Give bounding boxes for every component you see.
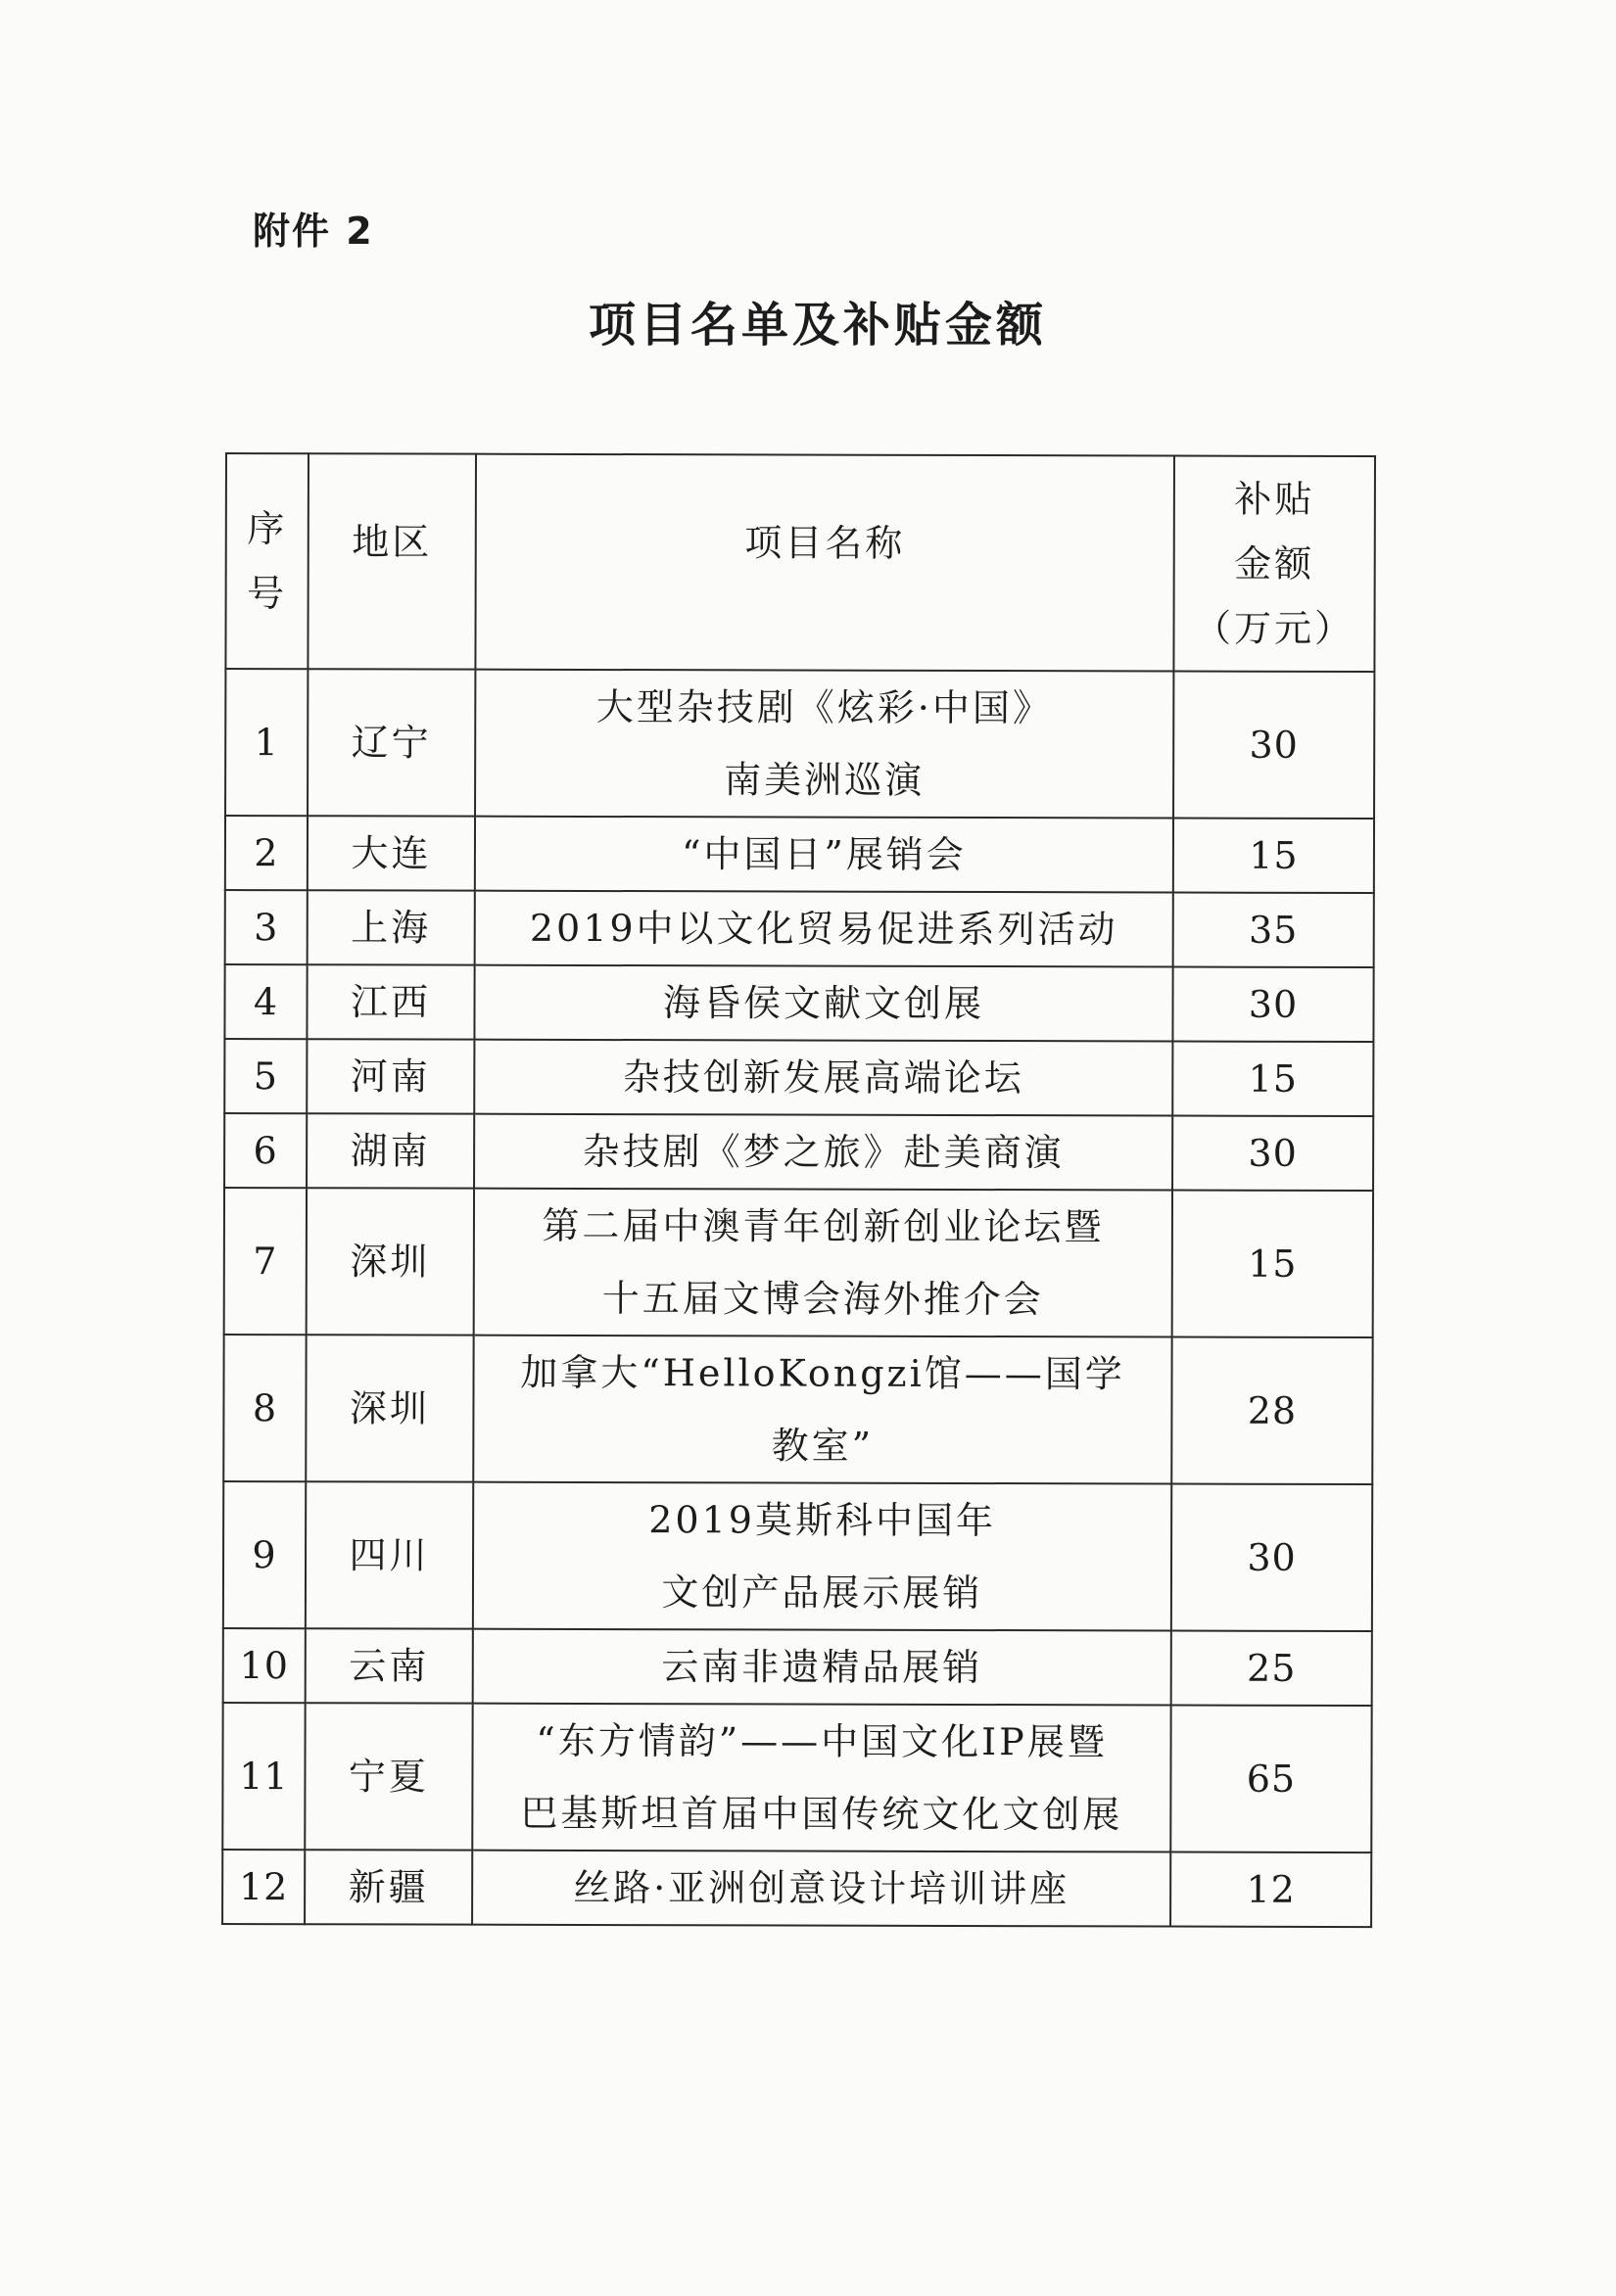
project-name-line: “中国日”展销会 [681,832,967,876]
header-region-label: 地区 [352,520,433,564]
header-no-line: 号 [247,572,288,616]
cell-amount: 12 [1170,1852,1371,1928]
project-name-line: 加拿大“HelloKongzi馆——国学 [520,1350,1125,1396]
header-amount-line: 金额 [1234,541,1315,586]
cell-amount: 15 [1172,1191,1373,1338]
cell-region: 云南 [306,1628,473,1703]
project-name-line: 杂技剧《梦之旅》赴美商演 [582,1129,1065,1175]
attachment-label: 附件 2 [253,210,374,253]
cell-region: 新疆 [305,1850,472,1924]
header-no [225,453,309,669]
project-name-line: “东方情韵”——中国文化IP展暨 [536,1718,1108,1764]
project-name-line: 巴基斯坦首届中国传统文化文创展 [520,1791,1123,1837]
header-amount-line: （万元） [1193,606,1355,651]
table-row [223,1335,1372,1484]
project-name-line: 2019莫斯科中国年 [648,1498,997,1543]
cell-project [472,1851,1170,1927]
cell-region: 辽宁 [308,669,475,816]
cell-project [474,965,1172,1042]
cell-project [474,1189,1172,1337]
cell-region: 上海 [308,890,475,964]
cell-region: 深圳 [306,1335,473,1481]
cell-region: 宁夏 [305,1703,472,1850]
cell-amount: 15 [1173,819,1374,894]
cell-region: 大连 [308,816,475,890]
table-row [223,1481,1372,1631]
cell-project [473,1482,1171,1631]
project-name-line: 第二届中澳青年创新创业论坛暨 [542,1203,1105,1249]
cell-no: 9 [223,1481,306,1628]
cell-no: 7 [224,1188,307,1335]
cell-project [475,817,1173,893]
cell-project [475,670,1173,819]
cell-no: 2 [225,816,308,890]
header-project [475,454,1174,672]
table-row [223,1628,1372,1706]
cell-amount: 28 [1171,1337,1372,1485]
cell-no: 11 [222,1703,305,1850]
cell-amount: 30 [1172,1116,1373,1192]
project-name-line: 云南非遗精品展销 [661,1645,983,1690]
cell-region: 江西 [307,964,474,1039]
cell-amount: 65 [1170,1706,1371,1853]
project-name-line: 2019中以文化贸易促进系列活动 [529,906,1118,952]
cell-amount: 15 [1172,1042,1373,1117]
cell-region: 湖南 [307,1113,474,1188]
cell-amount: 30 [1172,967,1373,1043]
project-name-line: 文创产品展示展销 [661,1570,983,1616]
table-row [224,1113,1373,1191]
cell-no: 4 [224,964,307,1039]
cell-project [472,1704,1170,1852]
cell-project [475,891,1173,967]
cell-no: 3 [225,890,308,964]
cell-no: 1 [225,669,308,816]
header-no-line: 序 [247,507,288,551]
project-table [221,452,1376,1928]
cell-no: 10 [223,1628,306,1703]
cell-amount: 30 [1171,1484,1372,1632]
table-header-row [225,453,1375,672]
cell-no: 6 [224,1113,307,1188]
cell-amount: 30 [1173,672,1374,820]
cell-project [474,1114,1172,1191]
cell-region: 四川 [306,1481,473,1628]
table-row [224,1039,1373,1116]
cell-no: 5 [224,1039,307,1113]
project-name-line: 杂技创新发展高端论坛 [622,1055,1024,1101]
cell-no: 8 [223,1335,306,1481]
table-row [224,964,1373,1042]
project-name-line: 丝路·亚洲创意设计培训讲座 [573,1865,1070,1911]
cell-amount: 25 [1171,1631,1372,1707]
header-project-label: 项目名称 [744,521,906,565]
table-row [225,816,1374,893]
table-row [222,1703,1371,1852]
cell-region: 深圳 [307,1188,474,1335]
header-region [308,453,476,669]
cell-project [474,1040,1172,1116]
project-name-line: 大型杂技剧《炫彩·中国》 [595,684,1053,730]
project-name-line: 十五届文博会海外推介会 [601,1277,1044,1322]
cell-region: 河南 [307,1039,474,1113]
page-title: 项目名单及补贴金额 [588,298,1047,352]
table-row [225,890,1374,967]
cell-amount: 35 [1173,893,1374,968]
header-amount [1173,456,1375,673]
table-row [224,1188,1373,1337]
table-row [222,1850,1371,1927]
cell-project [473,1629,1171,1706]
cell-project [473,1335,1171,1484]
project-name-line: 南美洲巡演 [724,758,926,802]
project-name-line: 海昏侯文献文创展 [662,981,985,1026]
header-amount-line: 补贴 [1234,477,1315,521]
cell-no: 12 [222,1850,305,1924]
project-name-line: 教室” [771,1424,875,1468]
table-row [225,669,1374,819]
